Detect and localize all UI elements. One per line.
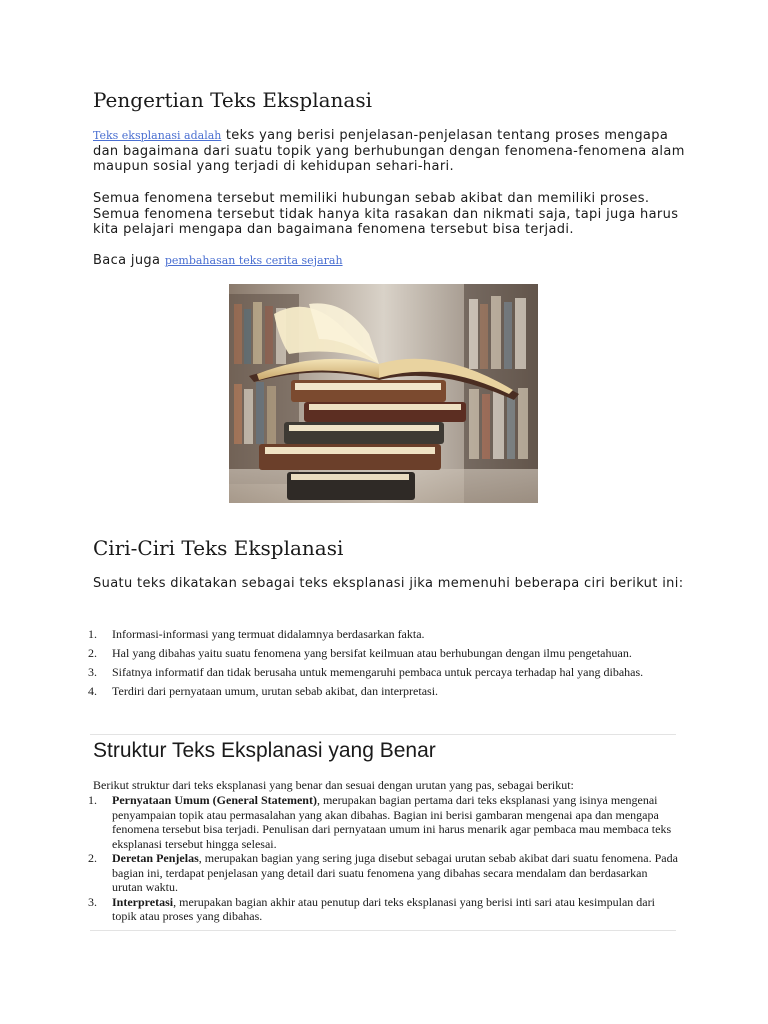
list-item-text: , merupakan bagian akhir atau penutup dari teks eksplanasi yang berisi inti sari atau kesimpulan dari topik atau proses yang dibahas. [112,894,655,923]
section-title-pengertian: Pengertian Teks Eksplanasi [93,88,373,112]
list-item-term: Deretan Penjelas [112,851,199,865]
list-item-text: Terdiri dari pernyataan umum, urutan sebab akibat, dan interpretasi. [112,684,439,698]
section-title-struktur: Struktur Teks Eksplanasi yang Benar [93,739,436,762]
list-number: 3. [88,894,97,909]
list-number: 3. [88,665,97,679]
list-item-text: Hal yang dibahas yaitu suatu fenomena yang bersifat keilmuan atau berhubungan dengan ilmu pengetahuan. [112,646,632,660]
see-also-paragraph [93,253,693,269]
list-number: 2. [88,646,97,660]
see-also-link[interactable]: pembahasan teks cerita sejarah [164,254,343,267]
list-item [88,684,678,699]
list-item [88,627,678,642]
ciri-intro: Suatu teks dikatakan sebagai teks eksplanasi jika memenuhi beberapa ciri berikut ini: [93,576,684,591]
ciri-list [88,627,678,703]
struktur-intro: Berikut struktur dari teks eksplanasi yang benar dan sesuai dengan urutan yang pas, sebagai berikut: [93,778,574,792]
list-item-text: , merupakan bagian yang sering juga disebut sebagai urutan sebab akibat dari suatu fenomena. Pada bagian ini, terdapat penjelasan yang detail dari suatu fenomena yang dibahas secara mendalam dan berdasarkan urutan waktu. [112,851,678,894]
definition-link[interactable]: Teks eksplanasi adalah [93,129,222,142]
list-number: 2. [88,851,97,865]
section-title-ciri: Ciri-Ciri Teks Eksplanasi [93,536,344,560]
list-item [88,895,678,924]
list-item [88,793,678,851]
phenomena-paragraph: Semua fenomena tersebut memiliki hubungan sebab akibat dan memiliki proses. Semua fenomena tersebut tidak hanya kita rasakan dan nikmati saja, tapi juga harus kita pelajari mengapa dan bagaimana fenomena tersebut bisa terjadi. [93,191,679,237]
list-item [88,665,678,680]
list-item-text: , merupakan bagian pertama dari teks eksplanasi yang isinya mengenai penyampaian topik atau permasalahan yang akan dibahas. Bagian ini berisi gambaran mengenai apa dan mengapa fenomena tersebut bisa terjadi. Penulisan dari pernyataan umum ini harus menarik agar pembaca mau membaca teks eksplanasi tersebut hingga selesai. [112,793,672,851]
definition-paragraph [93,128,693,175]
definition-text: teks yang berisi penjelasan-penjelasan tentang proses mengapa dan bagaimana dari suatu topik yang berhubungan dengan fenomena-fenomena alam maupun sosial yang terjadi di kehidupan sehari-hari. [93,128,685,174]
section-divider [90,930,676,931]
list-item-term: Interpretasi [112,894,174,909]
struktur-list [88,793,678,924]
list-item-text: Informasi-informasi yang termuat didalamnya berdasarkan fakta. [112,627,425,641]
list-number: 4. [88,684,97,698]
list-item [88,851,678,895]
books-stack-image [229,284,538,503]
section-divider [90,734,676,735]
list-item [88,646,678,661]
list-item-term: Pernyataan Umum (General Statement) [112,793,317,807]
see-also-prefix: Baca juga [93,253,165,268]
list-item-text: Sifatnya informatif dan tidak berusaha untuk memengaruhi pembaca untuk percaya terhadap hal yang dibahas. [112,665,644,679]
list-number: 1. [88,793,97,807]
list-number: 1. [88,627,97,641]
books-illustration [229,284,538,503]
